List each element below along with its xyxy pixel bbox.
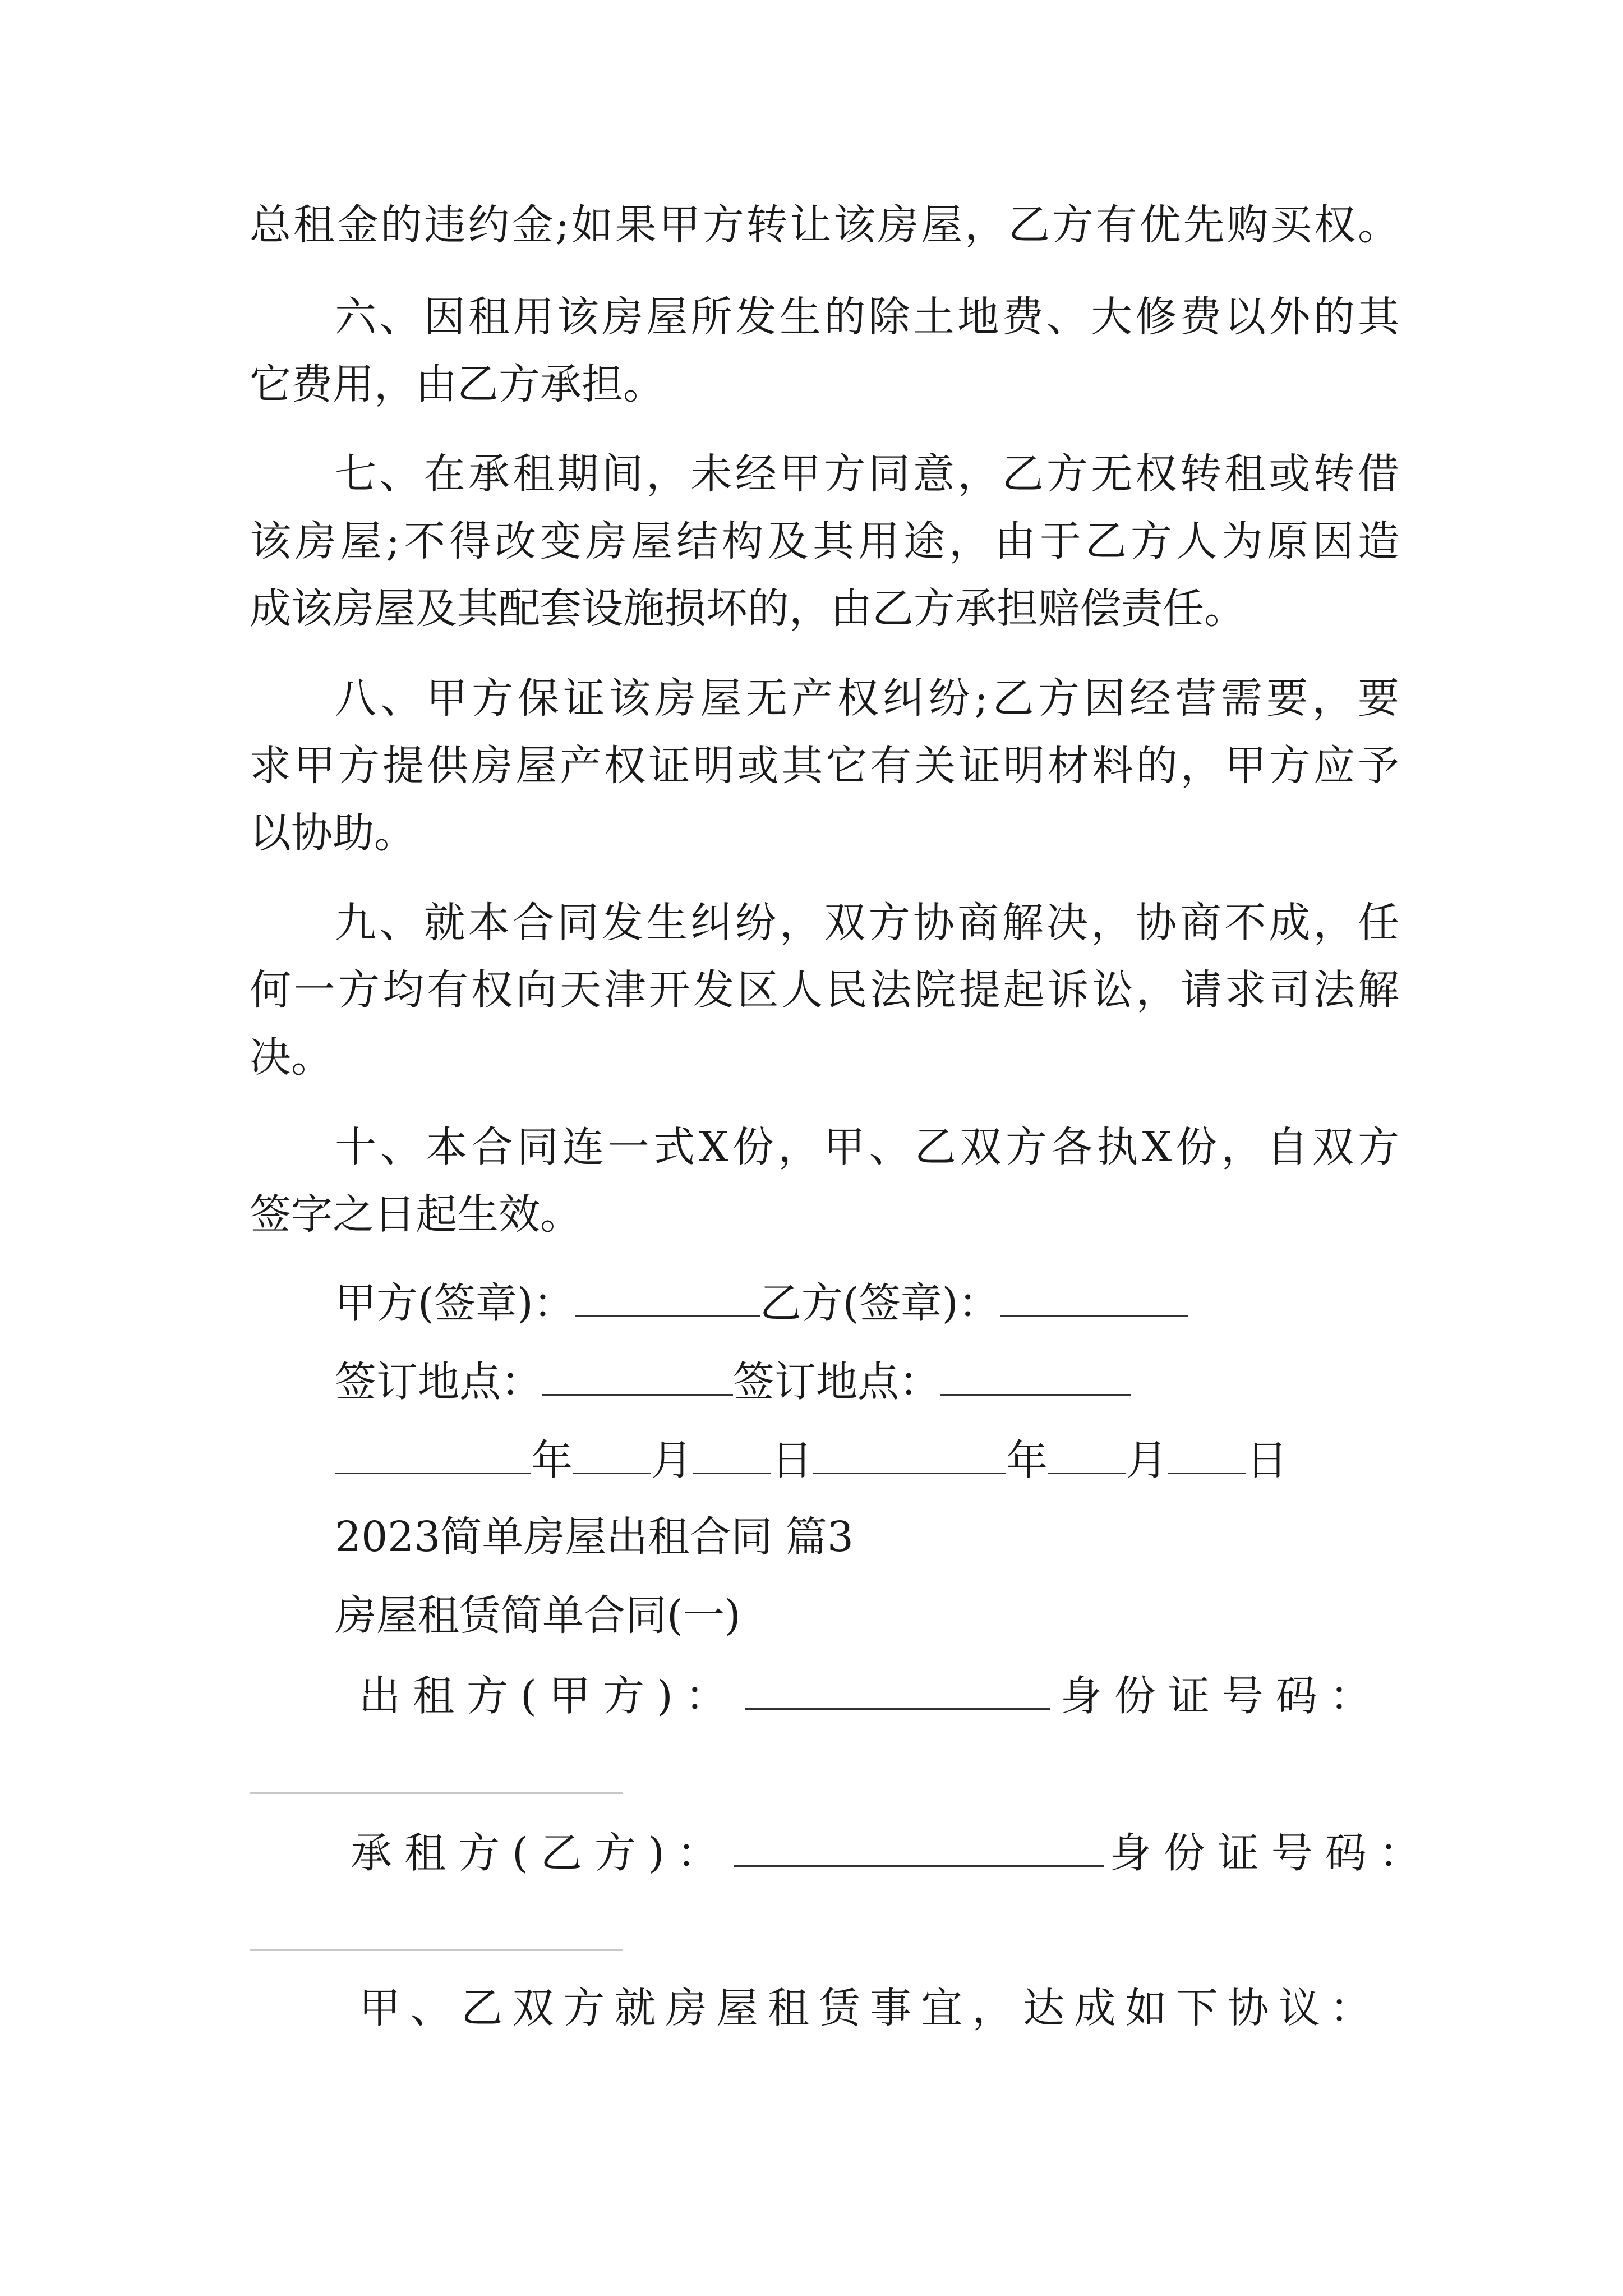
subtitle: 房屋租赁简单合同(一) <box>335 1591 741 1640</box>
paragraph-line: 八、甲方保证该房屋无产权纠纷;乙方因经营需要，要 <box>335 674 1399 723</box>
paragraph-line: 九、就本合同发生纠纷，双方协商解决，协商不成，任 <box>335 899 1399 947</box>
lessor-label: 出租方(甲方)： <box>359 1672 739 1720</box>
signing-place-row <box>335 1355 1131 1407</box>
paragraph-line: 决。 <box>250 1033 333 1082</box>
paragraph-line: 何一方均有权向天津开发区人民法院提起诉讼，请求司法解 <box>250 966 1399 1014</box>
day-a-label: 日 <box>771 1436 813 1485</box>
paragraph-line: 以协助。 <box>250 809 416 857</box>
date-row <box>335 1433 1288 1485</box>
paragraph-line: 该房屋;不得改变房屋结构及其用途，由于乙方人为原因造 <box>250 517 1399 565</box>
signature-row <box>335 1276 1188 1328</box>
lessor-id-label: 身份证号码： <box>1060 1672 1384 1720</box>
party-b-signature-label: 乙方(签章)： <box>759 1279 1000 1328</box>
party-b-signature-blank <box>1000 1276 1188 1317</box>
lessee-label: 承租方(乙方)： <box>351 1829 731 1878</box>
month-a-label: 月 <box>651 1436 693 1485</box>
day-a-blank <box>693 1433 771 1474</box>
paragraph-line: 成该房屋及其配套设施损坏的，由乙方承担赔偿责任。 <box>250 585 1246 633</box>
day-b-label: 日 <box>1246 1436 1288 1485</box>
paragraph-line: 总租金的违约金;如果甲方转让该房屋，乙方有优先购买权。 <box>250 201 1399 249</box>
month-b-label: 月 <box>1126 1436 1168 1485</box>
lessor-row <box>359 1669 1384 1721</box>
party-a-signature-blank <box>575 1276 760 1317</box>
place-b-label: 签订地点： <box>733 1358 940 1406</box>
paragraph-line: 七、在承租期间，未经甲方同意，乙方无权转租或转借 <box>335 450 1399 498</box>
section-title: 2023简单房屋出租合同 篇3 <box>335 1513 854 1561</box>
lessor-name-blank <box>745 1669 1050 1710</box>
place-a-label: 签订地点： <box>335 1358 542 1406</box>
agreement-intro: 甲、乙双方就房屋租赁事宜，达成如下协议： <box>359 1984 1371 2032</box>
year-b-label: 年 <box>1006 1436 1048 1485</box>
lessee-name-blank <box>734 1826 1104 1867</box>
paragraph-line: 十、本合同连一式X份，甲、乙双方各执X份，自双方 <box>335 1123 1399 1171</box>
year-b-blank <box>813 1433 1006 1474</box>
place-a-blank <box>542 1355 733 1396</box>
place-b-blank <box>940 1355 1131 1396</box>
month-a-blank <box>573 1433 651 1474</box>
lessor-id-underline <box>250 1792 623 1794</box>
lessee-id-underline <box>250 1949 623 1951</box>
month-b-blank <box>1048 1433 1126 1474</box>
paragraph-line: 六、因租用该房屋所发生的除土地费、大修费以外的其 <box>335 293 1399 341</box>
year-a-blank <box>335 1433 531 1474</box>
party-a-signature-label: 甲方(签章)： <box>335 1279 575 1328</box>
paragraph-line: 求甲方提供房屋产权证明或其它有关证明材料的，甲方应予 <box>250 742 1399 790</box>
year-a-label: 年 <box>531 1436 573 1485</box>
day-b-blank <box>1168 1433 1246 1474</box>
lessee-id-label: 身份证号码： <box>1109 1829 1433 1878</box>
paragraph-line: 签字之日起生效。 <box>250 1190 582 1239</box>
lessee-row <box>351 1826 1433 1878</box>
paragraph-line: 它费用，由乙方承担。 <box>250 360 665 408</box>
